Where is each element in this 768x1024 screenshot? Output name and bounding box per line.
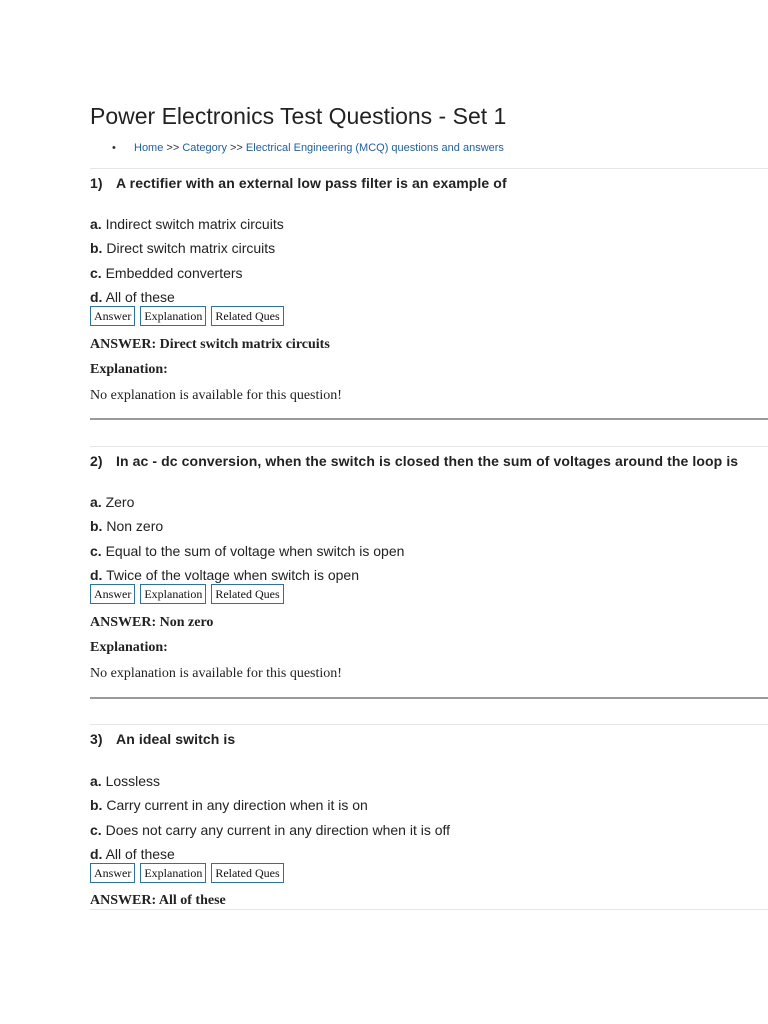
option-d: d. All of these [90, 846, 175, 862]
breadcrumb-separator: >> [226, 142, 246, 154]
question-block-2 [90, 446, 768, 681]
option-a: a. Zero [90, 494, 135, 510]
answer-button[interactable]: Answer [90, 584, 135, 604]
explanation-button[interactable]: Explanation [140, 863, 206, 883]
option-d: d. All of these [90, 289, 175, 305]
question-actions [90, 306, 284, 326]
divider [90, 418, 768, 420]
explanation-button[interactable]: Explanation [140, 306, 206, 326]
question-text: 1) A rectifier with an external low pass filter is an example of [90, 175, 507, 191]
answer-button[interactable]: Answer [90, 306, 135, 326]
explanation-text: No explanation is available for this question! [90, 666, 342, 681]
answer-text: ANSWER: Direct switch matrix circuits [90, 337, 330, 352]
option-b: b. Non zero [90, 518, 164, 534]
bullet-icon: • [112, 142, 116, 154]
breadcrumb-separator: >> [163, 142, 183, 154]
explanation-label: Explanation: [90, 362, 168, 377]
option-b: b. Direct switch matrix circuits [90, 240, 276, 256]
related-questions-button[interactable]: Related Ques [211, 584, 283, 604]
answer-text: ANSWER: Non zero [90, 615, 214, 630]
option-d: d. Twice of the voltage when switch is open [90, 567, 360, 583]
question-block-3 [90, 724, 768, 908]
divider [90, 697, 768, 699]
explanation-text: No explanation is available for this question! [90, 388, 342, 403]
option-c: c. Equal to the sum of voltage when switch is open [90, 543, 405, 559]
bottom-divider [90, 909, 768, 910]
breadcrumb-section-link[interactable]: Electrical Engineering (MCQ) questions and answers [245, 142, 504, 154]
question-block-1 [90, 168, 768, 403]
question-text: 2) In ac - dc conversion, when the switch is closed then the sum of voltages around the loop is [90, 453, 739, 469]
answer-text: ANSWER: All of these [90, 893, 226, 908]
explanation-button[interactable]: Explanation [140, 584, 206, 604]
answer-button[interactable]: Answer [90, 863, 135, 883]
related-questions-button[interactable]: Related Ques [211, 863, 283, 883]
option-c: c. Does not carry any current in any direction when it is off [90, 822, 451, 838]
option-a: a. Lossless [90, 773, 161, 789]
question-text: 3) An ideal switch is [90, 731, 236, 747]
question-actions [90, 584, 284, 604]
option-b: b. Carry current in any direction when it is on [90, 797, 368, 813]
page-title: Power Electronics Test Questions - Set 1 [90, 103, 507, 129]
explanation-label: Explanation: [90, 640, 168, 655]
breadcrumb-category-link[interactable]: Category [182, 142, 227, 154]
related-questions-button[interactable]: Related Ques [211, 306, 283, 326]
question-actions [90, 863, 284, 883]
breadcrumb-home-link[interactable]: Home [134, 142, 164, 154]
option-a: a. Indirect switch matrix circuits [90, 216, 284, 232]
option-c: c. Embedded converters [90, 265, 243, 281]
